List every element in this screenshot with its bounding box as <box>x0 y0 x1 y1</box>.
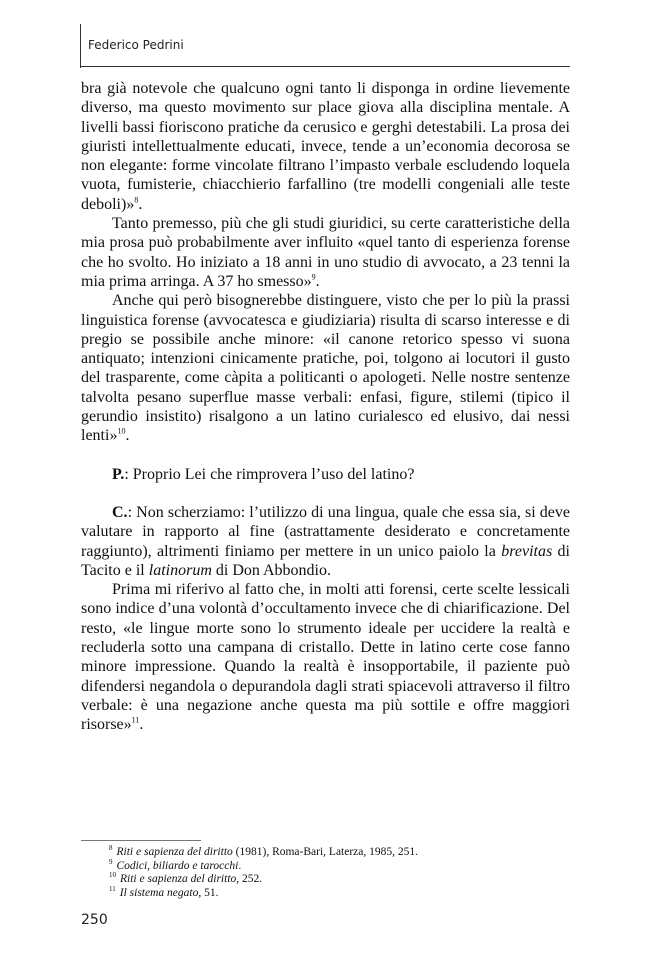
footnote-ref-8: 8 <box>134 195 139 205</box>
paragraph-6: Prima mi riferivo al fatto che, in molti atti forensi, certe scelte lessicali sono indice d’una volontà d’occultamento invece che di chiarificazione. Del resto, «le lingue morte sono lo strumento ideale per uccidere la realtà e recluderla sotto una campana di cristallo. Dette in latino certe cose fanno minore impressione. Quando la realtà è insopportabile, il paziente può difendersi negandola o depurandola dagli strati spiacevoli attraverso il filtro verbale: è una negazione anche questa ma più sottile e offre maggiori risorse»$^{11}$. <box>81 581 570 734</box>
footnote-10: $^{10}$ Riti e sapienza del diritto, 252. <box>109 871 263 885</box>
answer-paragraph: C.: Non scherziamo: l’utilizzo di una lingua, quale che essa sia, si deve valutare in rapporto al fine (astrattamente desiderato e concretamente raggiunto), altrimenti finiamo per mettere in un unico paiolo la brevitas di Tacito e il latinorum di Don Abbondio. <box>81 503 571 579</box>
header-horizontal-rule <box>80 66 570 67</box>
footnote-ref-10: 10 <box>117 427 126 437</box>
paragraph-2: Tanto premesso, più che gli studi giuridici, su certe caratteristiche della mia prosa può probabilmente aver influito «quel tanto di esperienza forense che ho svolto. Ho iniziato a 18 anni in uno studio di avvocato, a 23 tenni la mia prima arringa. A 37 ho smesso»$^9$. <box>81 215 570 290</box>
footnote-separator <box>81 840 201 841</box>
footnote-9: $^9$ Codici, biliardo e tarocchi. <box>109 857 242 872</box>
footnote-11: $^{11}$ Il sistema negato, 51. <box>109 884 219 899</box>
paragraph-1: bra già notevole che qualcuno ogni tanto li disponga in ordine lievemente diverso, ma questo movimento sur place giova alla disciplina mentale. A livelli bassi fioriscono pratiche da cerusico e gerghi detestabili. La prosa dei giuristi intellettualmente educati, invece, tende a un’economia decorosa se non elegante: forme vincolate filtrano l’impasto verbale escludendo loquela vuota, fumisterie, chiacchierio farfallino (tre modelli congeniali alle teste deboli)»$^8$. <box>81 80 570 213</box>
body-text <box>81 79 570 735</box>
question-paragraph: P.: Proprio Lei che rimprovera l’uso del latino? <box>112 465 415 483</box>
footnote-ref-9: 9 <box>311 272 316 282</box>
paragraph-3: Anche qui però bisognerebbe distinguere, visto che per lo più la prassi linguistica forense (avvocatesca e giudiziaria) risulta di scarso interesse e di pregio se possibile anche minore: «il canone retorico spesso vi suona antiquato; intenzioni cinicamente pratiche, poi, tolgono ai locutori il gusto del trasparente, come càpita a politicanti o apologeti. Nelle nostre sentenze talvolta pesano superflue masse verbali: enfasi, figure, stilemi (tipico il gerundio insistito) risalgono a un latino curialesco ed elusivo, dai nessi lenti»$^{10}$. <box>81 292 570 445</box>
running-head: Federico Pedrini <box>88 38 184 52</box>
footnote-8: $^8$ Riti e sapienza del diritto (1981), Roma-Bari, Laterza, 1985, 251. <box>109 844 419 858</box>
speaker-label: P. <box>112 465 125 483</box>
header-vertical-rule <box>80 24 81 68</box>
footnote-ref-11: 11 <box>131 715 140 725</box>
speaker-label: C. <box>112 503 128 521</box>
footnotes <box>81 846 570 900</box>
page-number: 250 <box>81 912 108 928</box>
